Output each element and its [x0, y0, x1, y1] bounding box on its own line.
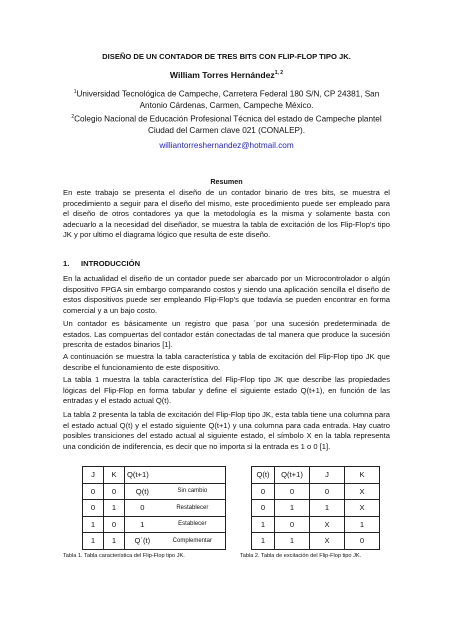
characteristic-table: [82, 466, 226, 550]
section-number: 1.: [63, 259, 70, 268]
table-header-cell: Q(t): [252, 467, 275, 484]
table-cell: 0: [345, 533, 380, 550]
table-cell: 0: [252, 500, 275, 517]
table-row: [252, 533, 380, 550]
table-header-cell: K: [345, 467, 380, 484]
table-cell: X: [310, 533, 345, 550]
table-row: [252, 483, 380, 500]
table-cell: 1: [345, 516, 380, 533]
abstract-heading: Resumen: [210, 177, 243, 186]
affiliation-mark: 2: [71, 114, 75, 120]
table-cell: 1: [125, 516, 160, 533]
author-line: [0, 70, 453, 80]
table-cell: X: [310, 516, 345, 533]
table-cell: Q(t): [125, 483, 160, 500]
affiliation-2: [30, 112, 423, 136]
table-cell: X: [345, 500, 380, 517]
paragraph-5: La tabla 2 presenta la tabla de excitación del Flip-Flop tipo JK, esta tabla tiene una columna para el estado actual Q(t) y el estado siguiente Q(t+1) y una columna para cada entrada. Hay cuatro posibles transiciones del estado actual al siguiente estado, el símbolo X en la tabla representa una condición de indiferencia, es decir que no importa si la entrada es 1 o 0 [1].: [63, 410, 390, 451]
table-cell: 1: [275, 533, 310, 550]
paragraph-3: A continuación se muestra la tabla característica y tabla de excitación del Flip-Flop tipo JK que describe el funcionamiento de este dispositivo.: [63, 352, 390, 372]
table-row: [252, 516, 380, 533]
table-cell: 1: [104, 500, 125, 517]
author-email[interactable]: williantorreshernandez@hotmail.com: [159, 141, 294, 150]
affiliation-line: Ciudad del Carmen clave 021 (CONALEP).: [148, 125, 305, 135]
affiliation-line: Colegio Nacional de Educación Profesional Técnica del estado de Campeche plantel: [74, 114, 382, 124]
table-row: [83, 516, 226, 533]
table-cell: 0: [275, 516, 310, 533]
table-cell: 0: [104, 483, 125, 500]
table-2-caption: Tabla 2. Tabla de excitación del Flip-Flop tipo JK.: [240, 553, 362, 559]
table-cell: 0: [83, 500, 104, 517]
table-cell: 1: [83, 516, 104, 533]
table-row: [83, 483, 226, 500]
table-cell: Q´(t): [125, 533, 160, 550]
affiliation-line: Antonio Cárdenas, Carmen, Campeche México.: [139, 100, 314, 110]
table-header-cell: Q(t+1): [125, 467, 226, 484]
table-cell: Establecer: [160, 516, 226, 533]
table-cell: Sin cambio: [160, 483, 226, 500]
table-cell: X: [345, 483, 380, 500]
paragraph-2: Un contador es básicamente un registro que pasa ´por una sucesión predeterminada de estados. Las compuertas del contador están conectadas de tal manera que produce la sucesión prescrita de estados binarios [1].: [63, 319, 390, 350]
table-cell: 1: [252, 516, 275, 533]
table-header-row: [252, 467, 380, 484]
table-row: [83, 533, 226, 550]
author-name: William Torres Hernández: [169, 70, 275, 80]
table-cell: Complementar: [160, 533, 226, 550]
author-marks: 1, 2: [274, 70, 284, 77]
table-cell: 0: [275, 483, 310, 500]
table-cell: 0: [252, 483, 275, 500]
table-cell: 0: [310, 483, 345, 500]
table-header-cell: Q(t+1): [275, 467, 310, 484]
table-header-cell: J: [310, 467, 345, 484]
section-title: INTRODUCCIÓN: [81, 259, 141, 268]
table-header-cell: J: [83, 467, 104, 484]
table-cell: 1: [252, 533, 275, 550]
paragraph-4: La tabla 1 muestra la tabla característica del Flip-Flop tipo JK que describe las propiedades lógicas del Flip-Flop en forma tabular y define el siguiente estado Q(t+1), en función de las entradas y el estado actual Q(t).: [63, 375, 390, 406]
table-cell: Restablecer: [160, 500, 226, 517]
affiliation-mark: 1: [73, 89, 77, 95]
section-heading: [63, 259, 140, 268]
table-cell: 0: [83, 483, 104, 500]
affiliation-1: [30, 87, 423, 111]
table-cell: 1: [310, 500, 345, 517]
paper-title: DISEÑO DE UN CONTADOR DE TRES BITS CON FLIP-FLOP TIPO JK.: [102, 52, 351, 61]
table-row: [252, 500, 380, 517]
table-cell: 1: [275, 500, 310, 517]
affiliation-line: Universidad Tecnológica de Campeche, Carretera Federal 180 S/N, CP 24381, San: [76, 89, 380, 99]
table-cell: 0: [104, 516, 125, 533]
abstract-text: En este trabajo se presenta el diseño de un contador binario de tres bits, se muestra el procedimiento a seguir para el diseño del mismo, este procedimiento puede ser empleado para el diseño de otros contadores ya que la metodología es la misma y solamente basta con adecuarlo a la necesidad del diseñador, se muestra la tabla de excitación de los Flip-Flop's tipo JK y por ultimo el diagrama lógico que resulta de este diseño.: [63, 188, 390, 240]
table-header-row: [83, 467, 226, 484]
table-cell: 0: [125, 500, 160, 517]
table-cell: 1: [83, 533, 104, 550]
table-cell: 1: [104, 533, 125, 550]
table-row: [83, 500, 226, 517]
table-1-caption: Tabla 1. Tabla característica del Flip-Flop tipo JK.: [63, 553, 185, 559]
table-header-cell: K: [104, 467, 125, 484]
excitation-table: [251, 466, 380, 550]
paragraph-1: En la actualidad el diseño de un contador puede ser abarcado por un Microcontrolador o algún dispositivo FPGA sin embargo comparando costos y siendo una aplicación sencilla el diseño de estos dispositivos puede ser empleando Flip-Flop's que todavía se pueden encontrar en forma comercial y a un bajo costo.: [63, 274, 390, 315]
